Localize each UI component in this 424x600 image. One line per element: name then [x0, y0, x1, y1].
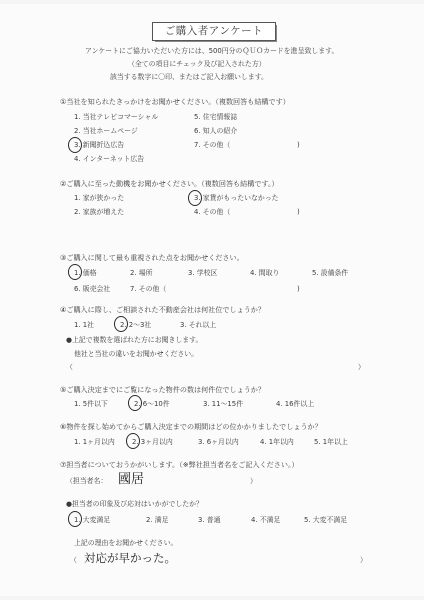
- q6-option-3[interactable]: 3. 6ヶ月以内: [198, 438, 239, 446]
- q3-option-7[interactable]: 7. その他（: [130, 285, 167, 293]
- selected-mark-q7: [68, 511, 82, 527]
- q4-option-2[interactable]: 2. 2〜3社: [120, 321, 152, 329]
- q4-answer-close: ）: [358, 363, 365, 371]
- staff-name-label: （担当者名：: [66, 477, 108, 485]
- intro-line-1: アンケートにご協力いただいた方には、500円分のＱＵＯカードを進呈致します。: [85, 47, 339, 55]
- staff-name-close: ）: [250, 477, 257, 485]
- q2-option-1[interactable]: 1. 家が狭かった: [74, 194, 125, 202]
- q1-option-5[interactable]: 5. 住宅情報誌: [194, 113, 238, 121]
- q6-option-4[interactable]: 4. 1年以内: [260, 438, 294, 446]
- q2-option-4[interactable]: 4. その他（: [194, 208, 231, 216]
- q2-option-3[interactable]: 3. 家賃がもったいなかった: [194, 194, 279, 202]
- q1-other-close: ): [297, 141, 300, 149]
- q7-option-1[interactable]: 1. 大変満足: [74, 516, 111, 524]
- q2-option-2[interactable]: 2. 家族が増えた: [74, 208, 125, 216]
- q6-option-2[interactable]: 2. 3ヶ月以内: [132, 438, 173, 446]
- q3-other-close: ): [297, 285, 300, 293]
- selected-mark-q2: [188, 190, 202, 206]
- q7-question: ⑦担当者についておうかがいします。（※弊社担当者名をご記入ください。）: [60, 460, 299, 469]
- reason-close: ）: [360, 556, 367, 564]
- q7-option-3[interactable]: 3. 普通: [198, 516, 221, 524]
- intro-line-2: （全ての項目にチェック及び記入された方）: [128, 60, 266, 68]
- q4-option-1[interactable]: 1. 1社: [74, 321, 95, 329]
- q7-option-2[interactable]: 2. 満足: [146, 516, 169, 524]
- q4-answer-open[interactable]: （: [66, 363, 73, 371]
- q3-option-4[interactable]: 4. 間取り: [250, 269, 280, 277]
- q4-sub-question-1: ●上記で複数を選ばれた方にお聞きします。: [66, 336, 203, 344]
- q6-question: ⑥物件を探し始めてからご購入決定までの期間はどの位かかりましたでしょうか？: [60, 422, 322, 431]
- intro-line-3: 該当する数字に〇印、またはご記入お願いします。: [110, 73, 268, 81]
- q7-option-5[interactable]: 5. 大変不満足: [304, 516, 348, 524]
- reason-label: 上記の理由をお聞かせください。: [74, 539, 178, 547]
- q3-option-1[interactable]: 1. 価格: [74, 269, 97, 277]
- q5-option-3[interactable]: 3. 11〜15件: [203, 400, 244, 408]
- q2-question: ②ご購入に至った動機をお聞かせください。（複数回答も結構です。）: [60, 179, 279, 188]
- q4-option-3[interactable]: 3. それ以上: [180, 321, 217, 329]
- q5-option-4[interactable]: 4. 16件以上: [276, 400, 315, 408]
- q7-sub-question: ●担当者の印象及び応対はいかがでしたか？: [66, 500, 203, 508]
- q1-option-7[interactable]: 7. その他（: [194, 141, 231, 149]
- q1-option-3[interactable]: 3. 新聞折込広告: [74, 141, 125, 149]
- survey-title: ご購入者アンケート: [152, 22, 276, 41]
- q2-other-close: ): [297, 208, 300, 216]
- selected-mark-q6: [126, 433, 140, 449]
- q1-option-4[interactable]: 4. インターネット広告: [74, 155, 145, 163]
- q1-question: ①当社を知られたきっかけをお聞かせください。（複数回答も結構です）: [60, 97, 290, 106]
- selected-mark-q1: [68, 137, 82, 153]
- q1-option-1[interactable]: 1. 当社テレビコマーシャル: [74, 113, 159, 121]
- q4-question: ④ご購入に際し、ご相談された不動産会社は何社位でしょうか？: [60, 305, 265, 314]
- selected-mark-q4: [114, 316, 128, 332]
- q5-option-2[interactable]: 2. 6〜10件: [134, 400, 170, 408]
- q5-question: ⑤ご購入決定までにご覧になった物件の数は何件位でしょうか？: [60, 385, 265, 394]
- q4-sub-question-2: 他社と当社の違いをお聞かせください。: [74, 350, 199, 358]
- scan-edge-bottom: [0, 596, 424, 600]
- selected-mark-q3: [68, 264, 82, 280]
- q1-option-6[interactable]: 6. 知人の紹介: [194, 127, 238, 135]
- staff-name-handwritten[interactable]: 國居: [118, 472, 145, 487]
- reason-open: （: [70, 556, 77, 564]
- q7-option-4[interactable]: 4. 不満足: [251, 516, 281, 524]
- q1-option-2[interactable]: 2. 当社ホームページ: [74, 127, 138, 135]
- q3-option-2[interactable]: 2. 場所: [130, 269, 153, 277]
- q5-option-1[interactable]: 1. 5件以下: [74, 400, 108, 408]
- q3-question: ③ご購入に関して最も重視された点をお聞かせください。: [60, 253, 244, 262]
- q3-option-3[interactable]: 3. 学校区: [188, 269, 218, 277]
- q6-option-1[interactable]: 1. 1ヶ月以内: [74, 438, 115, 446]
- q3-option-6[interactable]: 6. 販売会社: [74, 285, 111, 293]
- scan-edge: [0, 0, 424, 4]
- q3-option-5[interactable]: 5. 設備条件: [312, 269, 349, 277]
- reason-handwritten[interactable]: 対応が早かった。: [84, 551, 176, 565]
- selected-mark-q5: [128, 395, 142, 411]
- q6-option-5[interactable]: 5. 1年以上: [314, 438, 348, 446]
